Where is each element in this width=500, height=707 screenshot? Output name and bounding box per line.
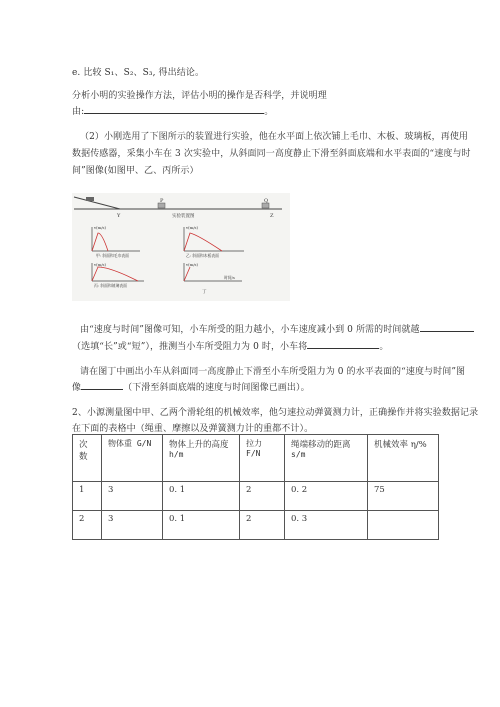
answer-blank-motion[interactable]: [307, 339, 379, 349]
result-line2: （选填“长”或“短”），推测当小车所受阻力为 0 时，小车将 。: [72, 339, 388, 352]
label-z: Z: [270, 213, 274, 219]
th-force: 拉力 F/N: [240, 435, 285, 482]
experiment-figure-svg: [72, 193, 290, 301]
svg-text:v(m/s): v(m/s): [94, 262, 106, 267]
label-p: P: [160, 198, 164, 204]
caption-bing: 丙: 斜面和玻璃表面: [94, 283, 127, 288]
analysis-line2: [72, 104, 273, 117]
answer-blank-graph[interactable]: [81, 380, 123, 390]
q2-para-line2: 数据传感器，采集小车在 3 次实验中，从斜面同一高度静止下滑至斜面底端和水平表面的“速度与时: [72, 149, 471, 159]
graph-yi: [184, 225, 244, 258]
data-table: [72, 434, 439, 540]
label-q: Q: [264, 198, 269, 204]
caption-yi: 乙: 斜面和木板表面: [186, 253, 219, 258]
svg-text:v(m/s): v(m/s): [186, 225, 198, 230]
efficiency-answer-cell[interactable]: [368, 511, 439, 540]
label-y: Y: [117, 213, 121, 219]
cart-icon: [86, 197, 94, 201]
caption-jia: 甲: 斜面和毛巾表面: [96, 253, 129, 258]
analysis-suffix: 。: [264, 107, 274, 117]
th-distance: 绳端移动的距离 s/m: [285, 435, 368, 482]
step-e: e. 比较 S₁、S₂、S₃, 得出结论。: [72, 68, 205, 78]
setup-caption: 实验装置图: [172, 214, 195, 219]
incline-line: [74, 197, 120, 209]
result-line1: 由“速度与时间”图像可知，小车所受的阻力越小，小车速度减小到 0 所需的时间就越: [80, 322, 474, 335]
analysis-prefix: 由:: [72, 107, 85, 117]
q2-para-line1: （2）小刚选用了下图所示的装置进行实验，他在水平面上依次铺上毛巾、木板、玻璃板，再使用: [80, 132, 469, 142]
analysis-line1: 分析小明的实验操作方法，评估小明的操作是否科学，并说明理: [72, 91, 327, 101]
draw-line2: 像 （下滑至斜面底端的速度与时间图像已画出）。: [72, 380, 310, 393]
q2-line1: 2、小源测量图中甲、乙两个滑轮组的机械效率，他匀速拉动弹簧测力计，正确操作并将实验数据记录: [72, 408, 479, 418]
svg-text:v(m/s): v(m/s): [94, 225, 106, 230]
table-header-row: [73, 435, 439, 482]
graph-jia: [92, 225, 140, 258]
svg-text:时间/s: 时间/s: [224, 275, 235, 280]
table-row: 1 3 0. 1 2 0. 2 75: [73, 482, 439, 511]
caption-ding: 丁: [202, 290, 207, 295]
answer-blank-time[interactable]: [420, 322, 474, 332]
graph-ding: [184, 262, 242, 295]
draw-line1: 请在图丁中画出小车从斜面同一高度静止下滑至小车所受阻力为 0 的水平表面的“速度与时间”图: [80, 367, 466, 377]
table-row: 2 3 0. 1 2 0. 3: [73, 511, 439, 540]
graph-bing: [92, 262, 144, 288]
th-efficiency: 机械效率 η/%: [368, 435, 439, 482]
th-height: 物体上升的高度 h/m: [163, 435, 240, 482]
svg-text:v(m/s): v(m/s): [186, 262, 198, 267]
experiment-figure: [72, 193, 290, 301]
th-weight: 物体重 G/N: [102, 435, 163, 482]
q2-para-line3: 间”图像(如图甲、乙、丙所示）: [72, 166, 199, 176]
th-count: 次数: [73, 435, 102, 482]
q2-line2: 在下面的表格中（绳重、摩擦以及弹簧测力计的重都不计）。: [72, 424, 314, 434]
answer-blank-reason[interactable]: [84, 104, 264, 114]
